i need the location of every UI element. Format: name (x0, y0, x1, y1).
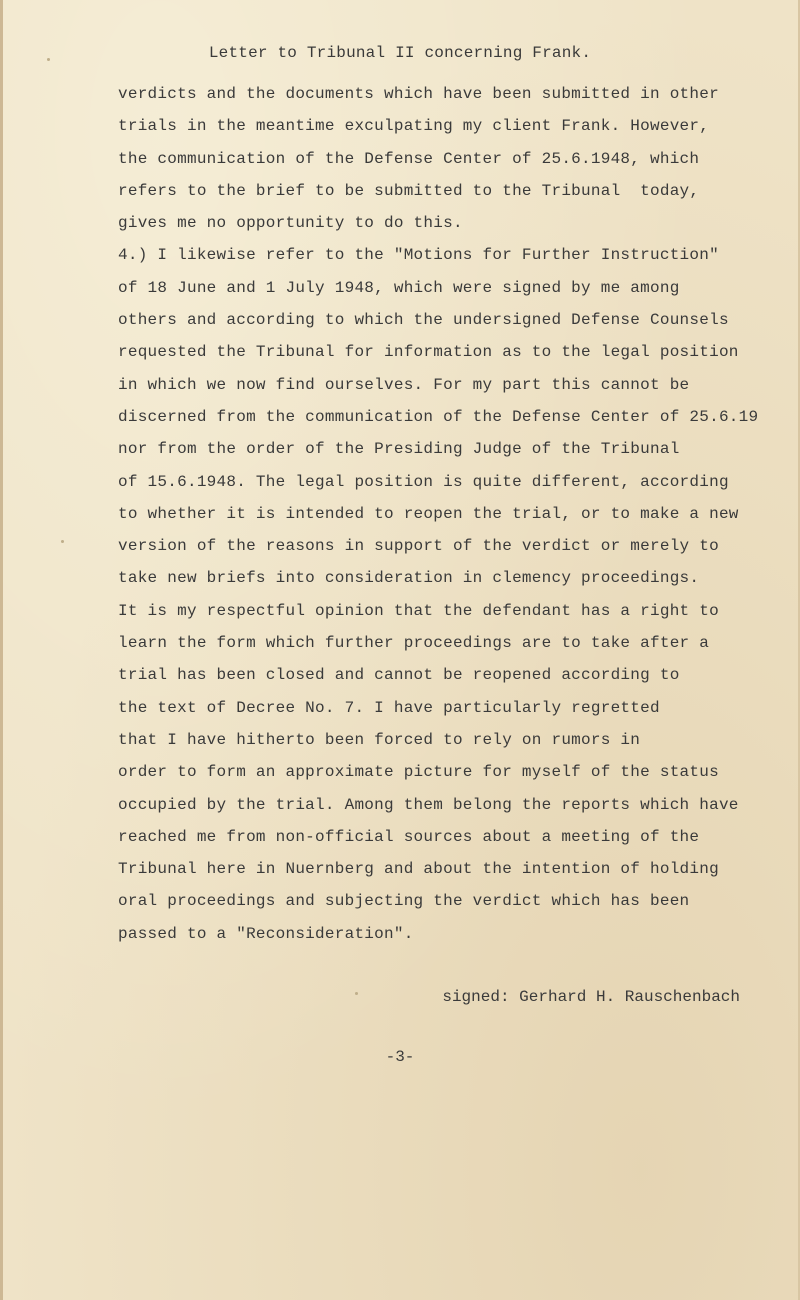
paper-speck (61, 540, 64, 543)
body-line: oral proceedings and subjecting the verdict which has been (118, 892, 690, 911)
signature-line: signed: Gerhard H. Rauschenbach (442, 988, 740, 1006)
body-line: 4.) I likewise refer to the "Motions for Further Instruction" (118, 246, 719, 265)
body-line: others and according to which the undersigned Defense Counsels (118, 311, 729, 330)
body-line: nor from the order of the Presiding Judge of the Tribunal (118, 440, 680, 459)
body-line: refers to the brief to be submitted to the Tribunal today, (118, 181, 700, 200)
body-line: in which we now find ourselves. For my part this cannot be (118, 375, 690, 394)
body-line: of 15.6.1948. The legal position is quite different, according (118, 472, 729, 491)
body-line: to whether it is intended to reopen the trial, or to make a new (118, 504, 739, 523)
body-line: that I have hitherto been forced to rely on rumors in (118, 730, 641, 749)
body-line: reached me from non-official sources about a meeting of the (118, 827, 700, 846)
body-line: the communication of the Defense Center of 25.6.1948, which (118, 149, 700, 168)
body-line: occupied by the trial. Among them belong the reports which have (118, 795, 739, 814)
body-line: version of the reasons in support of the verdict or merely to (118, 537, 719, 556)
body-line: order to form an approximate picture for myself of the status (118, 763, 719, 782)
body-line: Tribunal here in Nuernberg and about the intention of holding (118, 860, 719, 879)
body-line: requested the Tribunal for information as to the legal position (118, 343, 739, 362)
body-line: passed to a "Reconsideration". (118, 924, 414, 943)
paper-speck (355, 992, 358, 995)
body-line: gives me no opportunity to do this. (118, 214, 463, 233)
body-line: discerned from the communication of the Defense Center of 25.6.19 (118, 407, 759, 426)
body-line: trial has been closed and cannot be reopened according to (118, 666, 680, 685)
letter-heading: Letter to Tribunal II concerning Frank. (208, 44, 592, 62)
page-number: -3- (385, 1048, 415, 1066)
left-paper-edge (0, 0, 3, 1300)
body-line: verdicts and the documents which have been submitted in other (118, 85, 719, 103)
body-line: trials in the meantime exculpating my client Frank. However, (118, 117, 710, 136)
letter-body (118, 78, 788, 950)
body-line: of 18 June and 1 July 1948, which were signed by me among (118, 278, 680, 297)
body-line: It is my respectful opinion that the defendant has a right to (118, 601, 719, 620)
body-line: take new briefs into consideration in clemency proceedings. (118, 569, 700, 588)
body-line: the text of Decree No. 7. I have particularly regretted (118, 698, 660, 717)
body-line: learn the form which further proceedings are to take after a (118, 634, 710, 653)
